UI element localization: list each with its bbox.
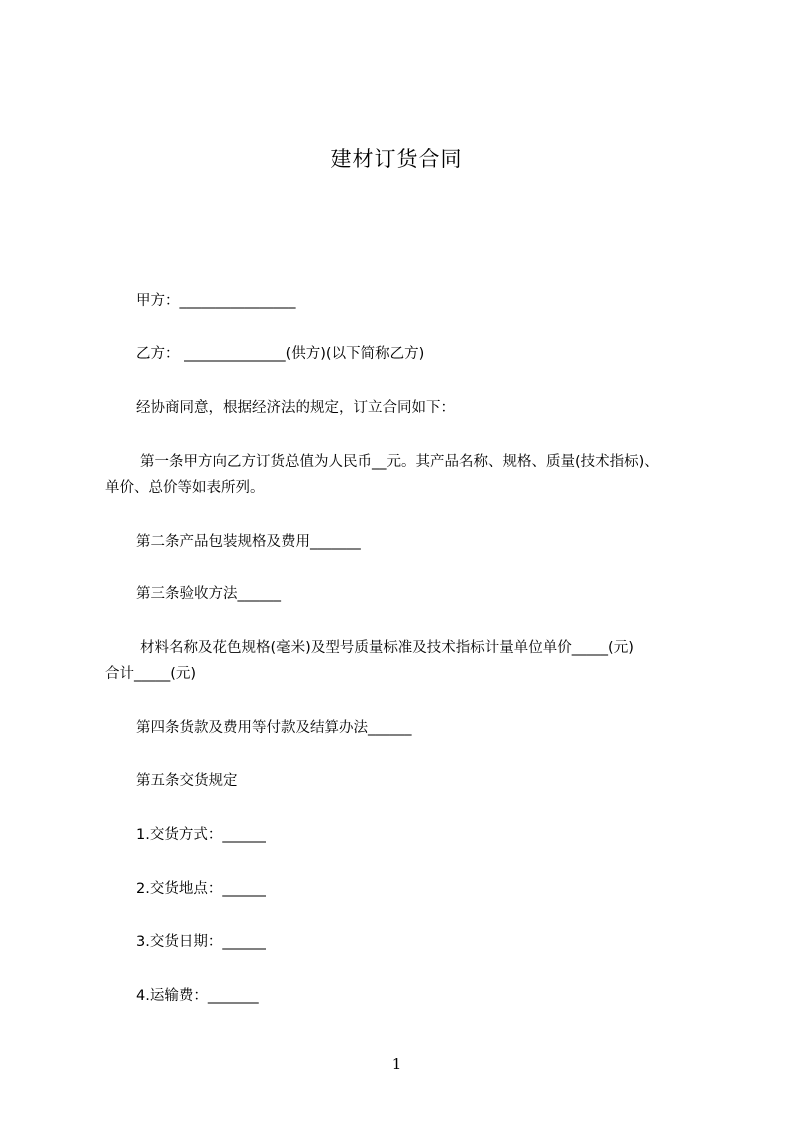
table-header-line-2: 合计_____(元) xyxy=(105,666,197,682)
article-3: 第三条验收方法______ xyxy=(136,586,281,602)
delivery-item-2: 2.交货地点：______ xyxy=(136,881,266,897)
delivery-item-3: 3.交货日期：______ xyxy=(136,934,266,950)
party-a-line: 甲方：________________ xyxy=(136,293,296,309)
party-b-line: 乙方： ______________(供方)(以下简称乙方) xyxy=(136,346,425,362)
article-2: 第二条产品包装规格及费用_______ xyxy=(136,534,361,550)
article-4: 第四条货款及费用等付款及结算办法______ xyxy=(136,720,412,736)
article-1-line-2: 单价、总价等如表所列。 xyxy=(105,480,265,496)
article-1-line-1: 第一条甲方向乙方订货总值为人民币__元。其产品名称、规格、质量(技术指标)、 xyxy=(140,454,659,470)
intro-paragraph: 经协商同意，根据经济法的规定，订立合同如下： xyxy=(136,400,455,416)
document-title: 建材订货合同 xyxy=(330,147,463,171)
page-number: 1 xyxy=(391,1055,402,1073)
delivery-item-1: 1.交货方式：______ xyxy=(136,827,266,843)
article-5: 第五条交货规定 xyxy=(136,773,238,789)
delivery-item-4: 4.运输费：_______ xyxy=(136,988,259,1004)
table-header-line-1: 材料名称及花色规格(毫米)及型号质量标准及技术指标计量单位单价_____(元) xyxy=(140,640,634,656)
